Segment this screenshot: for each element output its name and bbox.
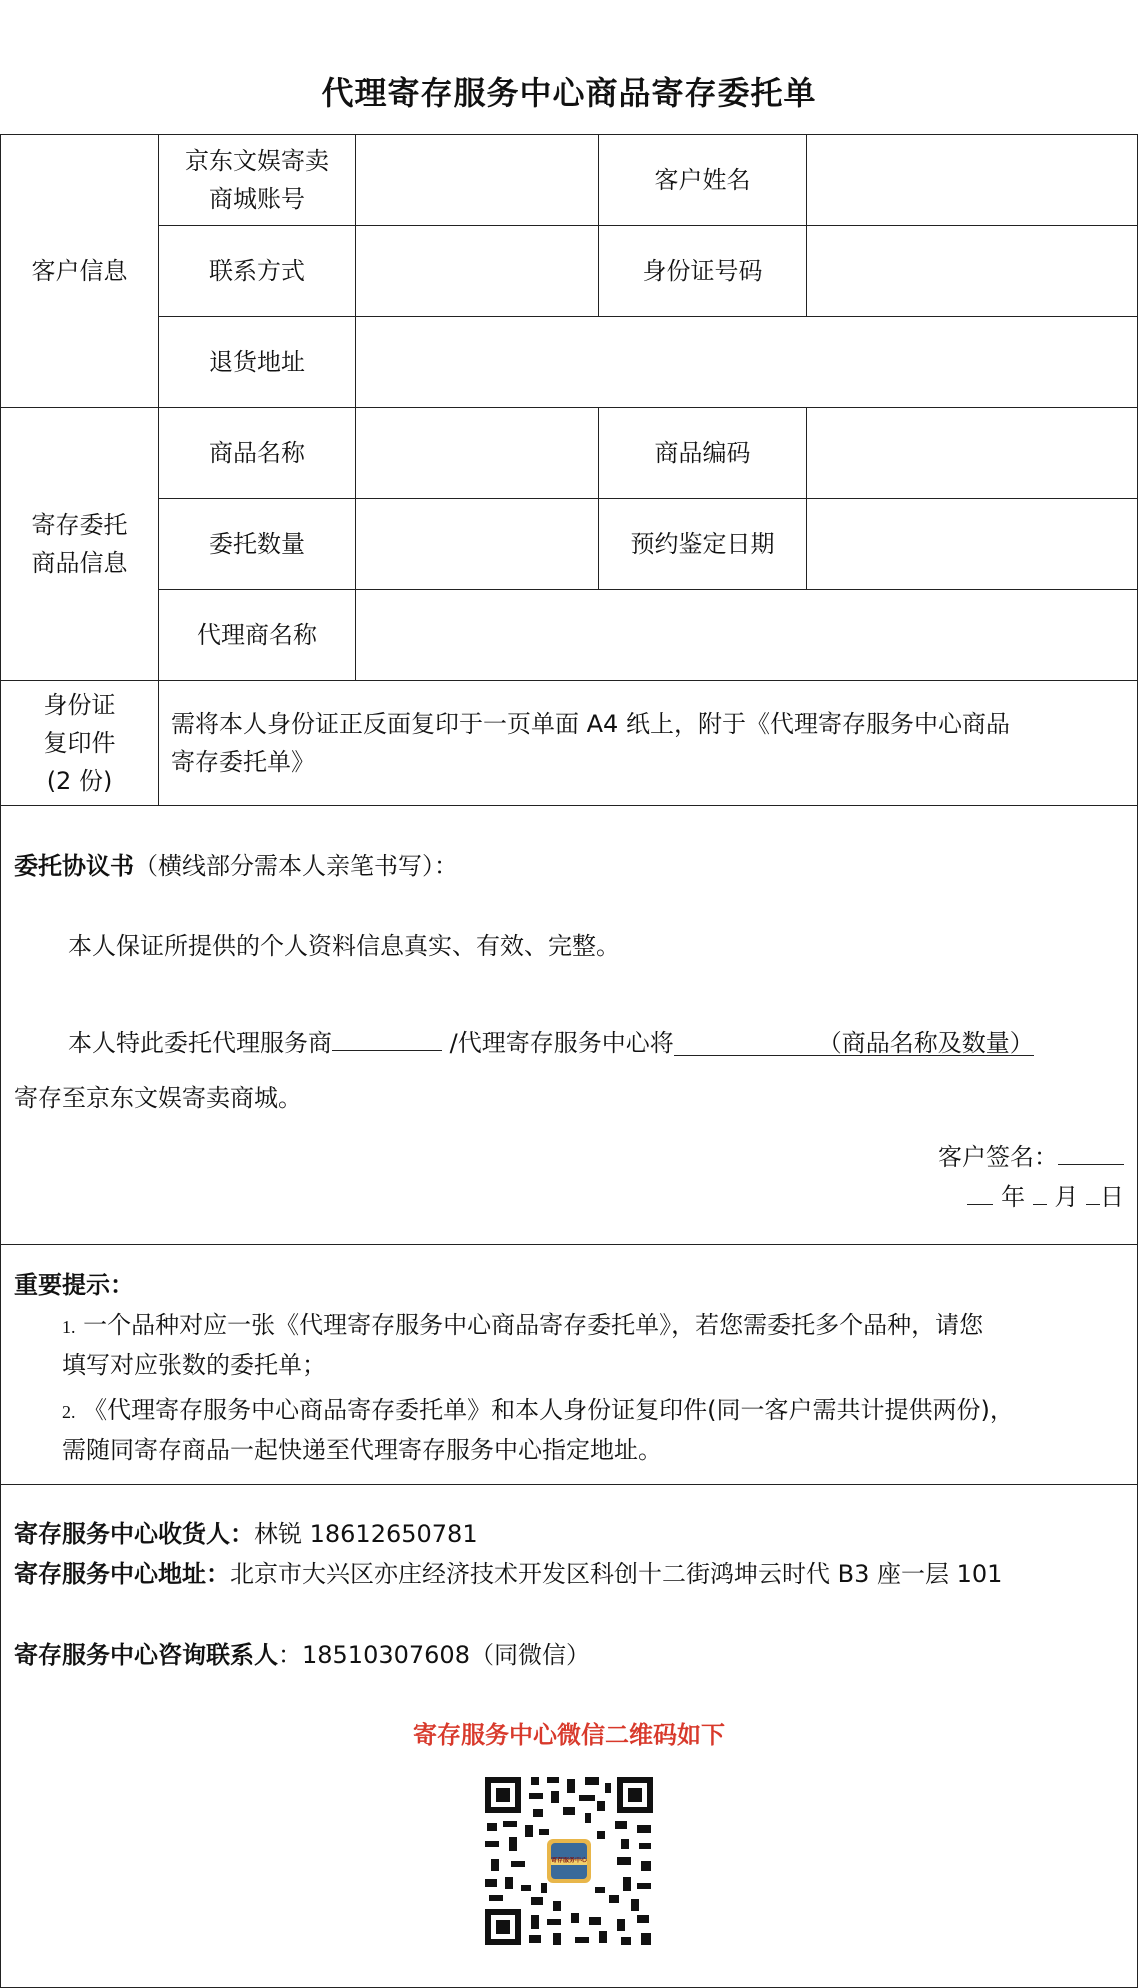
consignment-form-table bbox=[0, 134, 1138, 806]
notice-heading: 重要提示： bbox=[14, 1271, 134, 1299]
agreement-line-1: 本人保证所提供的个人资料信息真实、有效、完整。 bbox=[68, 932, 620, 960]
customer-info-label: 客户信息 bbox=[1, 135, 159, 408]
agent-name-field[interactable] bbox=[356, 590, 1138, 681]
goods-code-field[interactable] bbox=[807, 408, 1138, 499]
agreement-line-3: 寄存至京东文娱寄卖商城。 bbox=[14, 1084, 302, 1112]
contact-field[interactable] bbox=[356, 226, 599, 317]
address-line: 寄存服务中心地址：北京市大兴区亦庄经济技术开发区科创十二街鸿坤云时代 B3 座一层 101 bbox=[14, 1560, 1003, 1588]
month-blank[interactable] bbox=[1033, 1174, 1047, 1205]
goods-name-label: 商品名称 bbox=[159, 408, 356, 499]
goods-code-label: 商品编码 bbox=[599, 408, 807, 499]
signature-blank[interactable] bbox=[1058, 1134, 1124, 1165]
appraisal-date-field[interactable] bbox=[807, 499, 1138, 590]
notice-item-2: 2. 《代理寄存服务中心商品寄存委托单》和本人身份证复印件(同一客户需共计提供两份)， bbox=[62, 1396, 1014, 1424]
goods-name-field[interactable] bbox=[356, 408, 599, 499]
year-blank[interactable] bbox=[967, 1174, 993, 1205]
account-label: 京东文娱寄卖 商城账号 bbox=[159, 135, 356, 226]
agent-name-label: 代理商名称 bbox=[159, 590, 356, 681]
quantity-field[interactable] bbox=[356, 499, 599, 590]
notice-item-1-cont: 填写对应张数的委托单； bbox=[62, 1351, 326, 1379]
notice-item-1: 1. 一个品种对应一张《代理寄存服务中心商品寄存委托单》，若您需委托多个品种，请您 bbox=[62, 1311, 984, 1339]
return-address-label: 退货地址 bbox=[159, 317, 356, 408]
agreement-heading: 委托协议书（横线部分需本人亲笔书写）： bbox=[14, 852, 458, 880]
customer-name-label: 客户姓名 bbox=[599, 135, 807, 226]
day-blank[interactable] bbox=[1086, 1174, 1100, 1205]
goods-info-label: 寄存委托 商品信息 bbox=[1, 408, 159, 681]
id-copy-note: 需将本人身份证正反面复印于一页单面 A4 纸上，附于《代理寄存服务中心商品 寄存委托单》 bbox=[159, 681, 1138, 806]
id-number-field[interactable] bbox=[807, 226, 1138, 317]
account-field[interactable] bbox=[356, 135, 599, 226]
qr-logo-text: 寄存服务中心 bbox=[550, 1857, 587, 1864]
qr-caption: 寄存服务中心微信二维码如下 bbox=[413, 1721, 725, 1749]
agent-handwrite-blank[interactable] bbox=[332, 1020, 442, 1051]
return-address-field[interactable] bbox=[356, 317, 1138, 408]
goods-handwrite-blank[interactable]: （商品名称及数量） bbox=[674, 1025, 1034, 1056]
contact-label: 联系方式 bbox=[159, 226, 356, 317]
wechat-qr-code[interactable] bbox=[481, 1773, 657, 1949]
agreement-line-2: 本人特此委托代理服务商 /代理寄存服务中心将 （商品名称及数量） bbox=[68, 1020, 1034, 1061]
notice-item-2-cont: 需随同寄存商品一起快递至代理寄存服务中心指定地址。 bbox=[62, 1436, 662, 1464]
customer-name-field[interactable] bbox=[807, 135, 1138, 226]
id-number-label: 身份证号码 bbox=[599, 226, 807, 317]
receiver-line: 寄存服务中心收货人：林锐 18612650781 bbox=[14, 1520, 478, 1548]
date-line: 年 月 日 bbox=[967, 1174, 1124, 1215]
id-copy-label: 身份证 复印件 (2 份) bbox=[1, 681, 159, 806]
quantity-label: 委托数量 bbox=[159, 499, 356, 590]
page-title: 代理寄存服务中心商品寄存委托单 bbox=[321, 74, 817, 112]
signature-line: 客户签名： bbox=[938, 1134, 1124, 1175]
consult-line: 寄存服务中心咨询联系人：18510307608（同微信） bbox=[14, 1641, 590, 1669]
appraisal-date-label: 预约鉴定日期 bbox=[599, 499, 807, 590]
